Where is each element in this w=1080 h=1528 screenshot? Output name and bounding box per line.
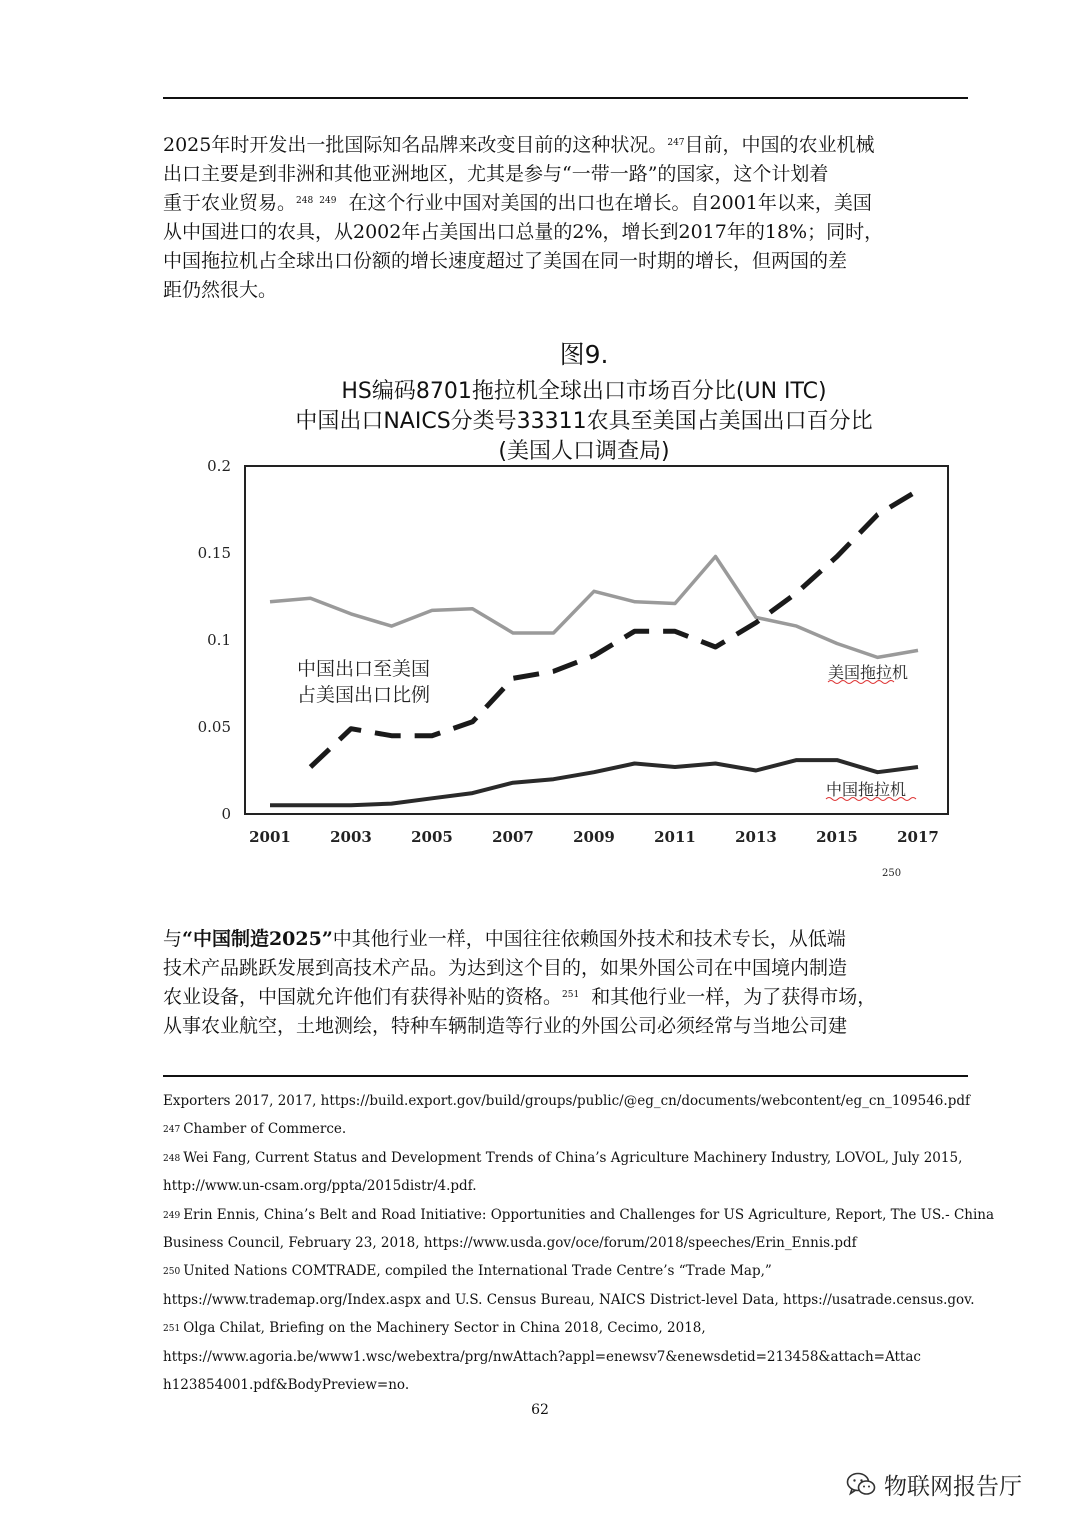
footnotes — [163, 1087, 995, 1399]
made-in-china-2025: “中国制造2025” — [182, 928, 333, 950]
series-line-3 — [270, 760, 918, 805]
dashed-series-label-2: 占美国出口比例 — [297, 684, 431, 706]
y-tick-label: 0 — [221, 805, 231, 823]
footnote-251-url-cont[interactable]: h123854001.pdf&BodyPreview=no. — [163, 1377, 410, 1394]
x-tick-label: 2003 — [330, 828, 372, 846]
figure-title-line2: 中国出口NAICS分类号33311农具至美国占美国出口百分比 — [295, 409, 873, 434]
footnote-248: $^{248}$ Wei Fang, Current Status and Development Trends of China’s Agriculture Machinery Industry, LOVOL, July 2015, — [163, 1149, 963, 1166]
figure-label: 图9. — [559, 340, 609, 369]
y-tick-label: 0.05 — [197, 718, 231, 736]
figure-title-line3: (美国人口调查局) — [498, 439, 670, 464]
series-line-2 — [311, 490, 919, 767]
figure-title-line1: HS编码8701拖拉机全球出口市场百分比(UN ITC) — [341, 379, 827, 404]
x-tick-label: 2013 — [735, 828, 777, 846]
footnote-250: $^{250}$ United Nations COMTRADE, compiled the International Trade Centre’s “Trade Map,” — [163, 1263, 772, 1280]
footnote-ref-248[interactable]: 248 — [296, 196, 314, 206]
wechat-account-name: 物联网报告厅 — [884, 1473, 1022, 1500]
footnote-ref-247[interactable]: 247 — [667, 138, 685, 148]
x-tick-label: 2017 — [897, 828, 939, 846]
footnote-249: $^{249}$ Erin Ennis, China’s Belt and Road Initiative: Opportunities and Challenges for US Agriculture, Report, The US.- China — [163, 1206, 995, 1223]
footnote-rule — [163, 1075, 968, 1077]
x-tick-label: 2011 — [654, 828, 696, 846]
wechat-icon — [846, 1471, 876, 1497]
footnote-250-cont[interactable]: https://www.trademap.org/Index.aspx and U.S. Census Bureau, NAICS District-level Data, https://usatrade.census.gov. — [163, 1291, 975, 1308]
x-tick-label: 2001 — [249, 828, 291, 846]
y-tick-label: 0.2 — [207, 457, 231, 475]
y-tick-label: 0.1 — [207, 631, 231, 649]
wechat-watermark — [846, 1467, 1066, 1501]
footnote-251-url[interactable]: https://www.agoria.be/www1.wsc/webextra/prg/nwAttach?appl=enewsv7&enewsdetid=213458&attach=Attac — [163, 1348, 921, 1365]
footnote-ref-251[interactable]: 251 — [562, 990, 580, 1000]
us-tractor-label: 美国拖拉机 — [828, 663, 909, 682]
x-tick-label: 2015 — [816, 828, 858, 846]
footnote-248-url[interactable]: http://www.un-csam.org/ppta/2015distr/4.pdf. — [163, 1178, 477, 1195]
x-tick-label: 2005 — [411, 828, 453, 846]
cn-tractor-label: 中国拖拉机 — [826, 780, 907, 799]
body-paragraph-1: 2025年时开发出一批国际知名品牌来改变目前的这种状况。$^{247}$目前，中国的农业机械 出口主要是到非洲和其他亚洲地区，尤其是参与“一带一路”的国家，这个计划着 重于农业贸易。$^{248}$ $^{249}$ 在这个行业中国对美国的出口也在增长。自2001年以来，美国 从中国进口的农具，从2002年占美国出口总量的2%，增长到2017年的18%；同时， 中国拖拉机占全球出口份额的增长速度超过了美国在同一时期的增长，但两国的差 距仍然很大。 — [163, 134, 884, 301]
dashed-series-label-1: 中国出口至美国 — [297, 658, 431, 680]
footnote-251: $^{251}$ Olga Chilat, Briefing on the Machinery Sector in China 2018, Cecimo, 2018, — [163, 1320, 706, 1337]
footnote-continuation: Exporters 2017, 2017, https://build.export.gov/build/groups/public/@eg_cn/documents/webcontent/eg_cn_109546.pdf — [163, 1093, 970, 1109]
footnote-247: $^{247}$ Chamber of Commerce. — [163, 1121, 347, 1138]
footnote-249-cont[interactable]: Business Council, February 23, 2018, https://www.usda.gov/oce/forum/2018/speeches/Erin_Ennis.pdf — [163, 1235, 857, 1252]
body-paragraph-2: 与“中国制造2025”中其他行业一样，中国往往依赖国外技术和技术专长，从低端 技术产品跳跃发展到高技术产品。为达到这个目的，如果外国公司在中国境内制造 农业设备，中国就允许他们有获得补贴的资格。$^{251}$ 和其他行业一样，为了获得市场， 从事农业航空，土地测绘，特种车辆制造等行业的外国公司必须经常与当地公司建 — [163, 928, 877, 1037]
figure-source-ref: 250 — [882, 868, 902, 879]
x-tick-label: 2009 — [573, 828, 615, 846]
footnote-ref-249[interactable]: 249 — [319, 196, 337, 206]
line-chart — [160, 450, 960, 890]
header-rule — [163, 97, 968, 99]
y-tick-label: 0.15 — [197, 544, 231, 562]
page-number: 62 — [531, 1402, 549, 1418]
x-tick-label: 2007 — [492, 828, 534, 846]
